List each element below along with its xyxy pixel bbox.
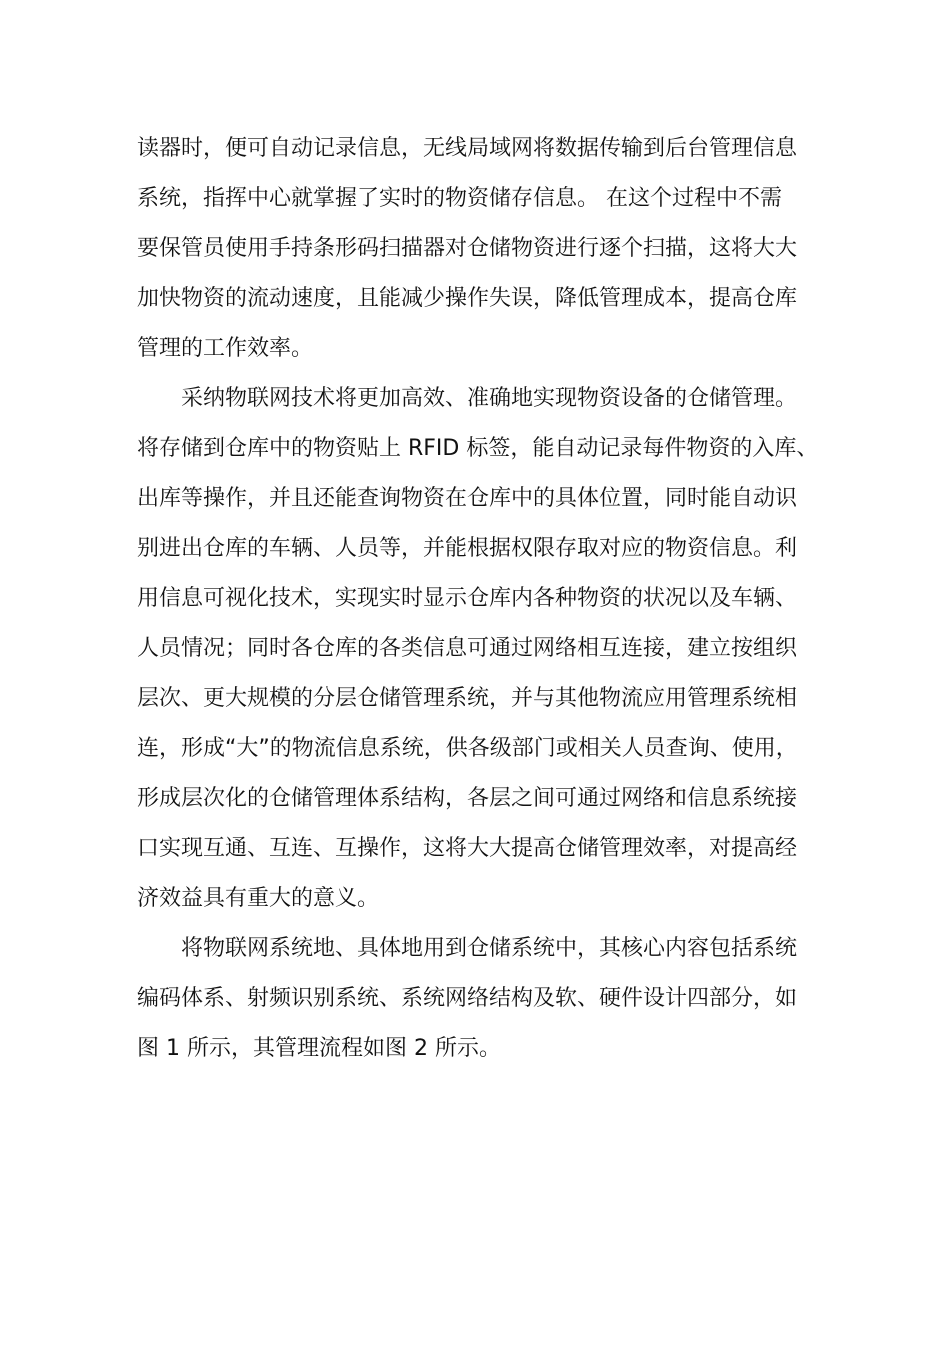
paragraph-2-line-2: 将存储到仓库中的物资贴上 RFID 标签，能自动记录每件物资的入库、 — [137, 436, 819, 461]
paragraph-1-line-1: 读器时，便可自动记录信息，无线局域网将数据传输到后台管理信息 — [137, 136, 798, 161]
paragraph-2-line-10: 口实现互通、互连、互操作，这将大大提高仓储管理效率，对提高经 — [137, 836, 798, 861]
paragraph-1-line-3: 要保管员使用手持条形码扫描器对仓储物资进行逐个扫描，这将大大 — [137, 236, 798, 261]
paragraph-2-line-3: 出库等操作，并且还能查询物资在仓库中的具体位置，同时能自动识 — [137, 486, 798, 511]
paragraph-1-line-4: 加快物资的流动速度，且能减少操作失误，降低管理成本，提高仓库 — [137, 286, 798, 311]
paragraph-3-line-1: 将物联网系统地、具体地用到仓储系统中，其核心内容包括系统 — [181, 936, 798, 961]
paragraph-2-line-7: 层次、更大规模的分层仓储管理系统，并与其他物流应用管理系统相 — [137, 686, 798, 711]
paragraph-2-line-8: 连，形成“大”的物流信息系统，供各级部门或相关人员查询、使用， — [137, 736, 798, 761]
paragraph-3-line-2: 编码体系、射频识别系统、系统网络结构及软、硬件设计四部分，如 — [137, 986, 798, 1011]
paragraph-2-line-11: 济效益具有重大的意义。 — [137, 886, 380, 911]
body-text — [137, 124, 817, 1074]
paragraph-2-line-5: 用信息可视化技术，实现实时显示仓库内各种物资的状况以及车辆、 — [137, 586, 798, 611]
paragraph-1-line-2: 系统，指挥中心就掌握了实时的物资储存信息。 在这个过程中不需 — [137, 186, 782, 211]
paragraph-1-line-5: 管理的工作效率。 — [137, 336, 314, 361]
paragraph-3-line-3: 图 1 所示，其管理流程如图 2 所示。 — [137, 1036, 501, 1061]
paragraph-2-line-6: 人员情况；同时各仓库的各类信息可通过网络相互连接，建立按组织 — [137, 636, 798, 661]
paragraph-2-line-4: 别进出仓库的车辆、人员等，并能根据权限存取对应的物资信息。利 — [137, 536, 798, 561]
paragraph-2-line-9: 形成层次化的仓储管理体系结构，各层之间可通过网络和信息系统接 — [137, 786, 798, 811]
paragraph-2-line-1: 采纳物联网技术将更加高效、准确地实现物资设备的仓储管理。 — [181, 386, 798, 411]
